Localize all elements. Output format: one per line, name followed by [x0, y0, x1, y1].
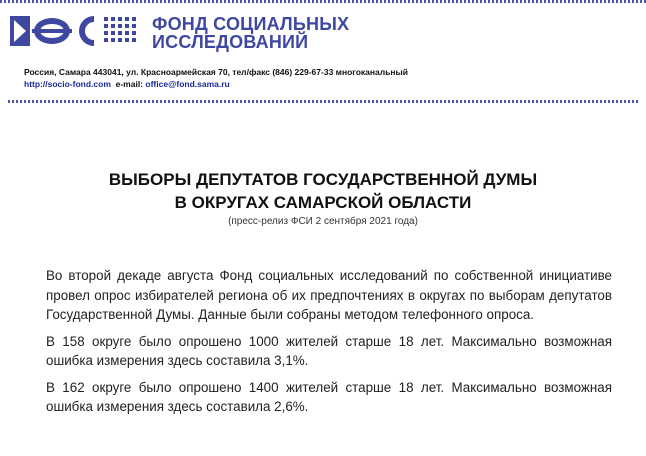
- header-bottom-rule: [8, 100, 638, 103]
- website-link[interactable]: http://socio-fond.com: [24, 79, 111, 89]
- document-body: [46, 266, 612, 424]
- email-label: e-mail:: [115, 79, 144, 89]
- address-line: Россия, Самара 443041, ул. Красноармейская 70, тел/факс (846) 229-67-33 многоканальный: [24, 67, 408, 77]
- organization-name: [152, 15, 349, 51]
- paragraph-intro: Во второй декаде августа Фонд социальных исследований по собственной инициативе провел опрос избирателей региона об их предпочтениях в округах по выборам депутатов Государственной Думы. Данные были собраны методом телефонного опроса.: [46, 268, 612, 322]
- paragraph-district-162: В 162 округе было опрошено 1400 жителей старше 18 лет. Максимально возможная ошибка измерения здесь составила 2,6%.: [46, 379, 612, 414]
- org-name-line2: ИССЛЕДОВАНИЙ: [152, 32, 309, 52]
- org-name-line1: ФОНД СОЦИАЛЬНЫХ: [152, 14, 350, 34]
- email-link[interactable]: office@fond.sama.ru: [145, 79, 230, 89]
- document-title: [0, 168, 646, 214]
- fsi-logo-icon: [8, 14, 144, 48]
- paragraph-district-158: В 158 округе было опрошено 1000 жителей старше 18 лет. Максимально возможная ошибка измерения здесь составила 3,1%.: [46, 333, 612, 368]
- press-release-date: (пресс-релиз ФСИ 2 сентября 2021 года): [228, 216, 418, 227]
- header-top-rule: [0, 0, 646, 3]
- title-line2: В ОКРУГАХ САМАРСКОЙ ОБЛАСТИ: [174, 193, 472, 212]
- contact-info: [24, 66, 408, 90]
- title-line1: ВЫБОРЫ ДЕПУТАТОВ ГОСУДАРСТВЕННОЙ ДУМЫ: [108, 170, 538, 189]
